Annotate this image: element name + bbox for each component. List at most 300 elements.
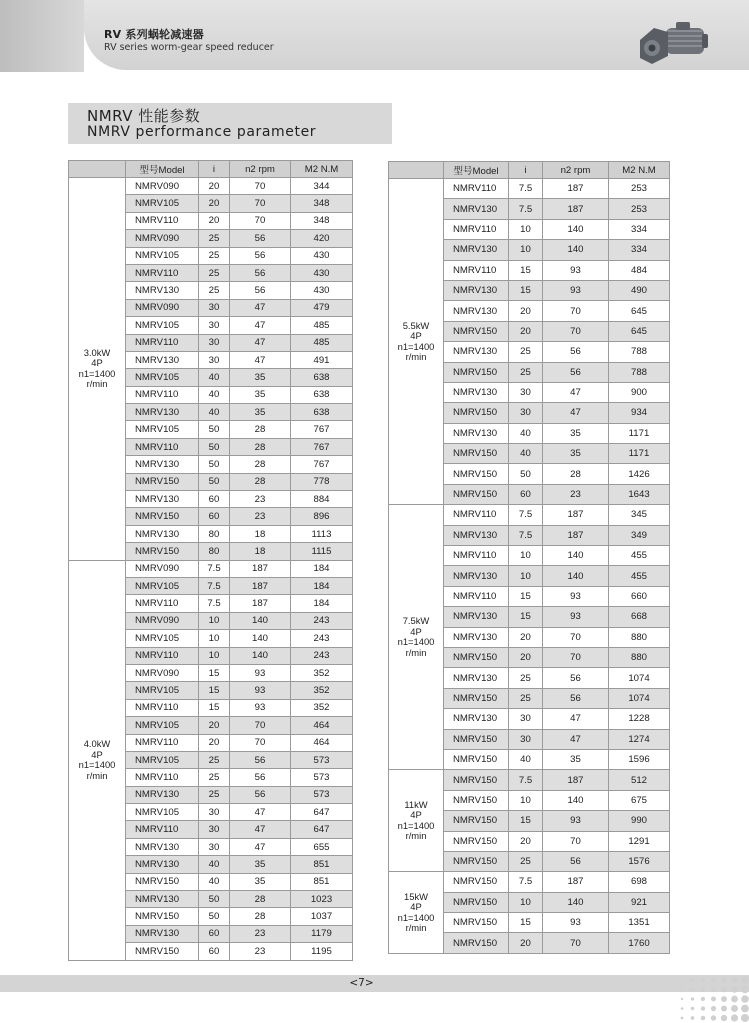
power-group-line: 4P: [410, 901, 422, 913]
model-cell: NMRV130: [126, 351, 199, 368]
speed-cell: 187: [543, 199, 609, 219]
torque-cell: 851: [291, 856, 353, 873]
decor-dot: [721, 996, 727, 1002]
ratio-cell: 25: [199, 751, 230, 768]
power-group-line: r/min: [405, 922, 427, 934]
ratio-cell: 15: [199, 664, 230, 681]
model-cell: NMRV150: [444, 464, 509, 484]
power-group-line: n1=1400: [397, 340, 435, 352]
torque-cell: 788: [609, 342, 670, 362]
model-cell: NMRV110: [126, 734, 199, 751]
model-cell: NMRV130: [444, 240, 509, 260]
speed-cell: 70: [543, 321, 609, 341]
power-group-label: [389, 872, 444, 954]
ratio-cell: 40: [199, 873, 230, 890]
decor-dot: [741, 1014, 749, 1022]
speed-cell: 35: [543, 444, 609, 464]
speed-cell: 70: [230, 195, 291, 212]
speed-cell: 35: [543, 749, 609, 769]
model-cell: NMRV150: [444, 892, 509, 912]
torque-cell: 1037: [291, 908, 353, 925]
decor-dot: [701, 978, 705, 982]
torque-cell: 638: [291, 404, 353, 421]
speed-cell: 140: [543, 566, 609, 586]
model-cell: NMRV150: [444, 913, 509, 933]
torque-cell: 1074: [609, 668, 670, 688]
model-cell: NMRV130: [126, 838, 199, 855]
model-cell: NMRV090: [126, 664, 199, 681]
torque-cell: 490: [609, 280, 670, 300]
ratio-cell: 7.5: [509, 199, 543, 219]
torque-cell: 788: [609, 362, 670, 382]
torque-cell: 880: [609, 647, 670, 667]
model-cell: NMRV105: [126, 247, 199, 264]
speed-cell: 70: [230, 212, 291, 229]
speed-cell: 28: [230, 421, 291, 438]
power-group-label: [389, 770, 444, 872]
speed-cell: 140: [543, 892, 609, 912]
model-cell: NMRV105: [126, 195, 199, 212]
model-cell: NMRV130: [126, 525, 199, 542]
torque-cell: 1426: [609, 464, 670, 484]
torque-cell: 479: [291, 299, 353, 316]
speed-cell: 56: [230, 247, 291, 264]
speed-cell: 187: [543, 770, 609, 790]
torque-cell: 1576: [609, 851, 670, 871]
column-header-output-torque: M2 N.M: [291, 161, 353, 178]
ratio-cell: 7.5: [509, 525, 543, 545]
torque-cell: 1179: [291, 925, 353, 942]
speed-cell: 18: [230, 543, 291, 560]
model-cell: NMRV150: [444, 484, 509, 504]
performance-table-right: [388, 161, 670, 954]
model-cell: NMRV130: [444, 280, 509, 300]
torque-cell: 778: [291, 473, 353, 490]
torque-cell: 851: [291, 873, 353, 890]
speed-cell: 93: [543, 280, 609, 300]
speed-cell: 56: [543, 668, 609, 688]
power-group-line: 3.0kW: [83, 346, 111, 358]
torque-cell: 348: [291, 212, 353, 229]
speed-cell: 140: [230, 630, 291, 647]
ratio-cell: 40: [509, 423, 543, 443]
decor-dot: [721, 1005, 727, 1011]
decor-dot: [731, 1014, 738, 1021]
ratio-cell: 25: [199, 247, 230, 264]
speed-cell: 56: [543, 851, 609, 871]
speed-cell: 35: [230, 404, 291, 421]
decor-dot: [691, 1007, 694, 1010]
column-header-output-speed: n2 rpm: [230, 161, 291, 178]
model-cell: NMRV130: [444, 382, 509, 402]
model-cell: NMRV130: [444, 199, 509, 219]
ratio-cell: 80: [199, 525, 230, 542]
model-cell: NMRV090: [126, 612, 199, 629]
speed-cell: 47: [230, 317, 291, 334]
torque-cell: 491: [291, 351, 353, 368]
model-cell: NMRV150: [444, 688, 509, 708]
speed-cell: 93: [543, 607, 609, 627]
ratio-cell: 20: [509, 321, 543, 341]
ratio-cell: 7.5: [199, 560, 230, 577]
model-cell: NMRV130: [126, 925, 199, 942]
speed-cell: 187: [230, 595, 291, 612]
speed-cell: 93: [230, 664, 291, 681]
torque-cell: 1274: [609, 729, 670, 749]
ratio-cell: 20: [199, 717, 230, 734]
model-cell: NMRV130: [126, 404, 199, 421]
decor-dot: [741, 995, 749, 1003]
power-group-label: [389, 179, 444, 505]
torque-cell: 767: [291, 438, 353, 455]
speed-cell: 47: [230, 334, 291, 351]
model-cell: NMRV150: [444, 362, 509, 382]
ratio-cell: 20: [199, 195, 230, 212]
decor-dot: [681, 988, 683, 990]
torque-cell: 352: [291, 664, 353, 681]
model-cell: NMRV110: [444, 179, 509, 199]
decor-dot: [681, 979, 683, 981]
ratio-cell: 25: [199, 282, 230, 299]
ratio-cell: 7.5: [509, 179, 543, 199]
power-group-line: 4P: [410, 809, 422, 821]
model-cell: NMRV130: [126, 282, 199, 299]
ratio-cell: 80: [199, 543, 230, 560]
decor-dot: [731, 986, 738, 993]
torque-cell: 638: [291, 386, 353, 403]
speed-cell: 70: [543, 627, 609, 647]
power-group-line: 4.0kW: [83, 738, 111, 750]
power-group-line: 7.5kW: [402, 615, 430, 627]
power-group-line: r/min: [405, 351, 427, 363]
speed-cell: 70: [543, 301, 609, 321]
ratio-cell: 30: [509, 403, 543, 423]
ratio-cell: 40: [509, 444, 543, 464]
ratio-cell: 60: [199, 925, 230, 942]
ratio-cell: 25: [509, 362, 543, 382]
power-group-line: n1=1400: [397, 819, 435, 831]
ratio-cell: 10: [509, 790, 543, 810]
model-cell: NMRV150: [444, 811, 509, 831]
torque-cell: 647: [291, 821, 353, 838]
speed-cell: 28: [230, 891, 291, 908]
decor-dot: [741, 986, 748, 993]
model-cell: NMRV150: [444, 790, 509, 810]
torque-cell: 1074: [609, 688, 670, 708]
torque-cell: 921: [609, 892, 670, 912]
model-cell: NMRV130: [444, 607, 509, 627]
ratio-cell: 50: [199, 421, 230, 438]
ratio-cell: 20: [199, 212, 230, 229]
ratio-cell: 15: [509, 811, 543, 831]
model-cell: NMRV090: [126, 560, 199, 577]
ratio-cell: 15: [199, 699, 230, 716]
speed-cell: 140: [543, 546, 609, 566]
torque-cell: 1113: [291, 525, 353, 542]
torque-cell: 638: [291, 369, 353, 386]
torque-cell: 420: [291, 230, 353, 247]
speed-cell: 187: [230, 560, 291, 577]
model-cell: NMRV110: [126, 595, 199, 612]
torque-cell: 464: [291, 734, 353, 751]
model-cell: NMRV105: [126, 317, 199, 334]
speed-cell: 47: [230, 821, 291, 838]
torque-cell: 253: [609, 199, 670, 219]
ratio-cell: 25: [509, 688, 543, 708]
speed-cell: 93: [543, 913, 609, 933]
torque-cell: 352: [291, 682, 353, 699]
speed-cell: 56: [230, 751, 291, 768]
torque-cell: 880: [609, 627, 670, 647]
torque-cell: 348: [291, 195, 353, 212]
ratio-cell: 50: [199, 891, 230, 908]
speed-cell: 47: [543, 729, 609, 749]
torque-cell: 430: [291, 247, 353, 264]
power-group-label: [69, 178, 126, 561]
model-cell: NMRV105: [126, 630, 199, 647]
ratio-cell: 60: [199, 508, 230, 525]
ratio-cell: 40: [199, 369, 230, 386]
model-cell: NMRV110: [126, 334, 199, 351]
torque-cell: 485: [291, 317, 353, 334]
power-group-line: 11kW: [404, 798, 428, 810]
decor-dot: [721, 987, 727, 993]
model-cell: NMRV130: [444, 423, 509, 443]
model-cell: NMRV105: [126, 369, 199, 386]
torque-cell: 1171: [609, 444, 670, 464]
ratio-cell: 20: [199, 734, 230, 751]
model-cell: NMRV105: [126, 804, 199, 821]
ratio-cell: 15: [509, 607, 543, 627]
speed-cell: 47: [230, 804, 291, 821]
torque-cell: 184: [291, 595, 353, 612]
decor-dot: [701, 1006, 705, 1010]
table-row: [69, 560, 353, 577]
model-cell: NMRV110: [126, 769, 199, 786]
column-header-model: 型号Model: [444, 162, 509, 179]
ratio-cell: 20: [509, 627, 543, 647]
speed-cell: 187: [543, 872, 609, 892]
ratio-cell: 30: [199, 334, 230, 351]
speed-cell: 23: [230, 943, 291, 960]
ratio-cell: 50: [509, 464, 543, 484]
decor-dot: [681, 998, 683, 1000]
torque-cell: 990: [609, 811, 670, 831]
speed-cell: 93: [543, 586, 609, 606]
model-cell: NMRV130: [444, 627, 509, 647]
torque-cell: 1596: [609, 749, 670, 769]
ratio-cell: 20: [509, 933, 543, 953]
model-cell: NMRV150: [444, 872, 509, 892]
speed-cell: 93: [543, 811, 609, 831]
ratio-cell: 10: [199, 630, 230, 647]
torque-cell: 767: [291, 421, 353, 438]
column-header-output-torque: M2 N.M: [609, 162, 670, 179]
decor-dot: [711, 987, 716, 992]
model-cell: NMRV130: [126, 456, 199, 473]
column-header-model: 型号Model: [126, 161, 199, 178]
torque-cell: 660: [609, 586, 670, 606]
torque-cell: 1351: [609, 913, 670, 933]
torque-cell: 1291: [609, 831, 670, 851]
ratio-cell: 30: [199, 838, 230, 855]
model-cell: NMRV110: [126, 264, 199, 281]
ratio-cell: 10: [509, 219, 543, 239]
model-cell: NMRV130: [444, 525, 509, 545]
speed-cell: 70: [543, 933, 609, 953]
torque-cell: 1115: [291, 543, 353, 560]
gear-motor-icon: [636, 18, 714, 68]
torque-cell: 464: [291, 717, 353, 734]
model-cell: NMRV130: [444, 301, 509, 321]
speed-cell: 18: [230, 525, 291, 542]
model-cell: NMRV130: [126, 856, 199, 873]
ratio-cell: 20: [199, 178, 230, 195]
model-cell: NMRV150: [444, 321, 509, 341]
speed-cell: 56: [230, 230, 291, 247]
ratio-cell: 40: [199, 386, 230, 403]
torque-cell: 1760: [609, 933, 670, 953]
torque-cell: 455: [609, 546, 670, 566]
column-header-ratio: i: [199, 161, 230, 178]
decor-dot: [741, 976, 748, 983]
model-cell: NMRV105: [126, 577, 199, 594]
decor-dot: [701, 988, 705, 992]
ratio-cell: 10: [509, 240, 543, 260]
decor-dot: [721, 1015, 727, 1021]
power-group-label: [389, 505, 444, 770]
torque-cell: 668: [609, 607, 670, 627]
model-cell: NMRV150: [444, 729, 509, 749]
model-cell: NMRV130: [126, 786, 199, 803]
ratio-cell: 25: [199, 264, 230, 281]
torque-cell: 884: [291, 491, 353, 508]
torque-cell: 1171: [609, 423, 670, 443]
torque-cell: 334: [609, 219, 670, 239]
ratio-cell: 60: [199, 491, 230, 508]
speed-cell: 23: [230, 491, 291, 508]
torque-cell: 184: [291, 577, 353, 594]
torque-cell: 896: [291, 508, 353, 525]
speed-cell: 35: [230, 386, 291, 403]
torque-cell: 184: [291, 560, 353, 577]
ratio-cell: 30: [199, 299, 230, 316]
torque-cell: 675: [609, 790, 670, 810]
power-group-label: [69, 560, 126, 960]
model-cell: NMRV105: [126, 682, 199, 699]
speed-cell: 47: [230, 838, 291, 855]
model-cell: NMRV110: [126, 699, 199, 716]
torque-cell: 455: [609, 566, 670, 586]
ratio-cell: 30: [199, 351, 230, 368]
torque-cell: 573: [291, 751, 353, 768]
ratio-cell: 30: [199, 821, 230, 838]
performance-table-left: [68, 160, 353, 961]
model-cell: NMRV150: [444, 444, 509, 464]
section-title-cn: NMRV 性能参数: [87, 107, 201, 125]
torque-cell: 645: [609, 301, 670, 321]
model-cell: NMRV110: [444, 546, 509, 566]
speed-cell: 56: [230, 786, 291, 803]
ratio-cell: 15: [199, 682, 230, 699]
model-cell: NMRV090: [126, 230, 199, 247]
model-cell: NMRV110: [126, 821, 199, 838]
decor-dot: [691, 979, 694, 982]
ratio-cell: 15: [509, 260, 543, 280]
speed-cell: 56: [543, 362, 609, 382]
torque-cell: 767: [291, 456, 353, 473]
model-cell: NMRV130: [126, 491, 199, 508]
table-row: [389, 179, 670, 199]
model-cell: NMRV150: [444, 403, 509, 423]
header-blank: [69, 161, 126, 178]
speed-cell: 187: [230, 577, 291, 594]
ratio-cell: 60: [199, 943, 230, 960]
model-cell: NMRV110: [444, 260, 509, 280]
power-group-line: r/min: [405, 830, 427, 842]
ratio-cell: 15: [509, 913, 543, 933]
torque-cell: 243: [291, 612, 353, 629]
power-group-line: 4P: [91, 748, 103, 760]
ratio-cell: 50: [199, 908, 230, 925]
ratio-cell: 50: [199, 438, 230, 455]
speed-cell: 70: [543, 647, 609, 667]
power-group-line: n1=1400: [397, 911, 435, 923]
speed-cell: 47: [543, 403, 609, 423]
ratio-cell: 15: [509, 586, 543, 606]
torque-cell: 345: [609, 505, 670, 525]
speed-cell: 187: [543, 505, 609, 525]
model-cell: NMRV150: [126, 508, 199, 525]
model-cell: NMRV105: [126, 717, 199, 734]
decor-dot: [711, 1006, 716, 1011]
model-cell: NMRV130: [444, 566, 509, 586]
power-group-line: 5.5kW: [402, 319, 430, 331]
ratio-cell: 25: [509, 851, 543, 871]
ratio-cell: 10: [509, 546, 543, 566]
speed-cell: 35: [543, 423, 609, 443]
model-cell: NMRV150: [444, 647, 509, 667]
speed-cell: 28: [230, 908, 291, 925]
power-group-line: 4P: [91, 357, 103, 369]
header-blank: [389, 162, 444, 179]
power-group-line: r/min: [405, 646, 427, 658]
page-number: <7>: [349, 977, 374, 989]
model-cell: NMRV110: [126, 438, 199, 455]
ratio-cell: 20: [509, 301, 543, 321]
speed-cell: 35: [230, 873, 291, 890]
model-cell: NMRV110: [444, 505, 509, 525]
ratio-cell: 7.5: [509, 872, 543, 892]
header-title-cn: RV 系列蜗轮减速器: [104, 28, 204, 41]
table-row: [389, 872, 670, 892]
model-cell: NMRV150: [126, 908, 199, 925]
decor-dot: [691, 997, 694, 1000]
ratio-cell: 30: [509, 729, 543, 749]
table-row: [389, 505, 670, 525]
torque-cell: 344: [291, 178, 353, 195]
speed-cell: 140: [230, 647, 291, 664]
header-title-en: RV series worm-gear speed reducer: [104, 42, 274, 53]
ratio-cell: 40: [199, 856, 230, 873]
torque-cell: 645: [609, 321, 670, 341]
speed-cell: 93: [230, 682, 291, 699]
speed-cell: 70: [543, 831, 609, 851]
model-cell: NMRV130: [444, 342, 509, 362]
model-cell: NMRV110: [126, 386, 199, 403]
speed-cell: 35: [230, 856, 291, 873]
speed-cell: 47: [230, 299, 291, 316]
